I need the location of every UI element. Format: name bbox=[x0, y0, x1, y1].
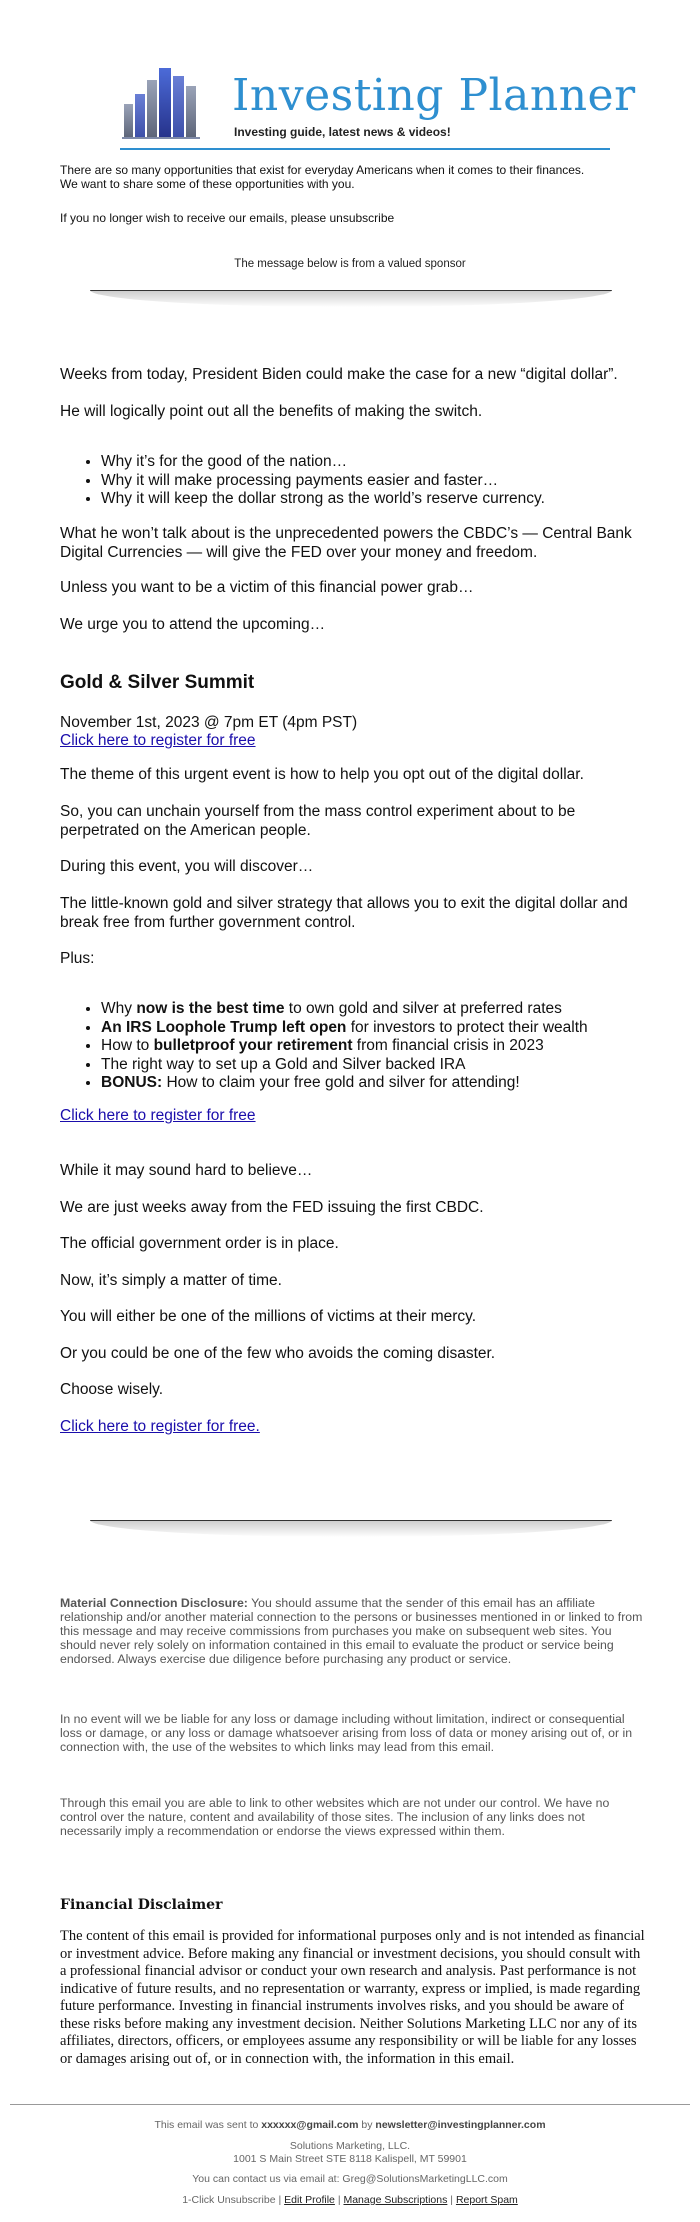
disclosure-label: Material Connection Disclosure: bbox=[60, 1596, 248, 1610]
body-paragraph: Weeks from today, President Biden could make the case for a new “digital dollar”. bbox=[60, 366, 618, 383]
list-item: • Why it will make processing payments easier and faster… bbox=[101, 472, 691, 491]
list-item: • The right way to set up a Gold and Silver backed IRA bbox=[101, 1056, 691, 1075]
benefits-list bbox=[60, 453, 691, 509]
footer-links: 1-Click Unsubscribe | Edit Profile | Manage Subscriptions | Report Spam bbox=[182, 2194, 518, 2206]
list-item: • BONUS: How to claim your free gold and silver for attending! bbox=[101, 1074, 691, 1093]
report-spam-link[interactable]: Report Spam bbox=[455, 2194, 518, 2206]
body-paragraph: He will logically point out all the benefits of making the switch. bbox=[60, 403, 483, 420]
body-paragraph: The official government order is in place. bbox=[60, 1235, 339, 1252]
body-paragraph: The little-known gold and silver strategy that allows you to exit the digital dollar and break free from further government control. bbox=[60, 895, 628, 931]
register-link[interactable] bbox=[60, 731, 650, 750]
body-paragraph: What he won’t talk about is the unprecedented powers the CBDC’s — Central Bank Digital Currencies — will give the FED over your money and freedom. bbox=[60, 525, 632, 561]
body-paragraph: Plus: bbox=[60, 950, 95, 967]
body-paragraph: Or you could be one of the few who avoids the coming disaster. bbox=[60, 1345, 496, 1362]
summit-title: Gold & Silver Summit bbox=[60, 672, 255, 693]
footer-address: 1001 S Main Street STE 8118 Kalispell, MT 59901 bbox=[233, 2153, 467, 2165]
brand-tagline: Investing guide, latest news & videos! bbox=[234, 125, 451, 139]
body-paragraph: The theme of this urgent event is how to help you opt out of the digital dollar. bbox=[60, 766, 584, 783]
footer-divider bbox=[10, 2104, 690, 2105]
body-paragraph: Unless you want to be a victim of this financial power grab… bbox=[60, 579, 474, 596]
edit-profile-link[interactable]: Edit Profile bbox=[284, 2194, 335, 2206]
register-link[interactable] bbox=[60, 1106, 650, 1125]
unsubscribe-line bbox=[60, 211, 650, 225]
register-link-text[interactable]: Click here to register for free bbox=[60, 732, 256, 749]
intro-line-1: There are so many opportunities that exist for everyday Americans when it comes to their finances. bbox=[60, 163, 585, 177]
manage-subscriptions-link[interactable]: Manage Subscriptions bbox=[343, 2194, 448, 2206]
register-link-text[interactable]: Click here to register for free bbox=[60, 1107, 256, 1124]
sender-email: newsletter@investingplanner.com bbox=[375, 2119, 546, 2131]
material-disclosure bbox=[60, 1596, 645, 1666]
body-paragraph: You will either be one of the millions of victims at their mercy. bbox=[60, 1308, 477, 1325]
summit-date: November 1st, 2023 @ 7pm ET (4pm PST) bbox=[60, 714, 358, 731]
one-click-unsubscribe[interactable]: 1-Click Unsubscribe bbox=[182, 2194, 276, 2206]
body-paragraph: Now, it’s simply a matter of time. bbox=[60, 1272, 282, 1289]
footer-company: Solutions Marketing, LLC. bbox=[289, 2140, 411, 2152]
register-link-text[interactable]: Click here to register for free. bbox=[60, 1418, 260, 1435]
body-paragraph: We urge you to attend the upcoming… bbox=[60, 616, 326, 633]
footer-sent-line: This email was sent to xxxxxx@gmail.com by newsletter@investingplanner.com bbox=[154, 2119, 546, 2131]
external-links-disclosure: Through this email you are able to link to other websites which are not under our control. We have no control over the nature, content and availability of those sites. The inclusion of any links does not necessarily imply a recommendation or endorse the views expressed within them. bbox=[60, 1796, 610, 1838]
sponsor-note: The message below is from a valued sponsor bbox=[234, 258, 466, 270]
unsubscribe-prefix: If you no longer wish to receive our emails, please bbox=[60, 211, 327, 225]
register-link[interactable] bbox=[60, 1417, 650, 1436]
list-item: • How to bulletproof your retirement from financial crisis in 2023 bbox=[101, 1037, 691, 1056]
body-paragraph: During this event, you will discover… bbox=[60, 858, 314, 875]
list-item: • Why it will keep the dollar strong as the world’s reserve currency. bbox=[101, 490, 691, 509]
list-item: • Why it’s for the good of the nation… bbox=[101, 453, 691, 472]
brand-divider bbox=[120, 148, 610, 150]
section-divider-bottom bbox=[90, 1520, 612, 1537]
liability-disclosure: In no event will we be liable for any loss or damage including without limitation, indirect or consequential loss or damage, or any loss or damage whatsoever arising from loss of data or money arising out of, or in connection with, the use of the websites to which links may lead from this email. bbox=[60, 1712, 633, 1754]
disclosure-text: You should assume that the sender of this email has an affiliate relationship and/or another material connection to the persons or businesses mentioned in or linked to from this message and may receive commissions from purchases you make on subsequent web sites. You should never rely solely on information contained in this email to evaluate the product or service being endorsed. Always exercise due diligence before purchasing any product or service. bbox=[60, 1596, 643, 1666]
unsubscribe-link[interactable]: unsubscribe bbox=[329, 211, 395, 225]
body-paragraph: We are just weeks away from the FED issuing the first CBDC. bbox=[60, 1199, 484, 1216]
body-paragraph: While it may sound hard to believe… bbox=[60, 1162, 313, 1179]
intro-text bbox=[60, 163, 650, 191]
financial-disclaimer-text: The content of this email is provided for informational purposes only and is not intended as financial or investment advice. Before making any financial or investment decisions, you should consult with a professional financial advisor or conduct your own research and analysis. Past performance is not indicative of future results, and no representation or warranty, express or implied, is made regarding future performance. Investing in financial instruments involves risks, and you should be aware of these risks before making any investment decision. Neither Solutions Marketing LLC nor any of its affiliates, directors, officers, or employees assume any responsibility or will be liable for any losses or damages arising out of, or in connection with, the information in this email. bbox=[60, 1928, 645, 2067]
logo-bars-icon bbox=[122, 64, 202, 140]
recipient-email: xxxxxx@gmail.com bbox=[261, 2119, 359, 2131]
footer-contact: You can contact us via email at: Greg@SolutionsMarketingLLC.com bbox=[192, 2173, 508, 2185]
body-paragraph: Choose wisely. bbox=[60, 1381, 164, 1398]
brand-title: Investing Planner bbox=[232, 70, 636, 121]
financial-disclaimer-title: Financial Disclaimer bbox=[60, 1897, 223, 1913]
section-divider-top bbox=[90, 290, 612, 307]
body-paragraph: So, you can unchain yourself from the mass control experiment about to be perpetrated on the American people. bbox=[60, 803, 576, 839]
event-highlights-list bbox=[60, 1000, 691, 1093]
list-item: • Why now is the best time to own gold and silver at preferred rates bbox=[101, 1000, 691, 1019]
intro-line-2: We want to share some of these opportunities with you. bbox=[60, 177, 355, 191]
list-item: • An IRS Loophole Trump left open for investors to protect their wealth bbox=[101, 1019, 691, 1038]
